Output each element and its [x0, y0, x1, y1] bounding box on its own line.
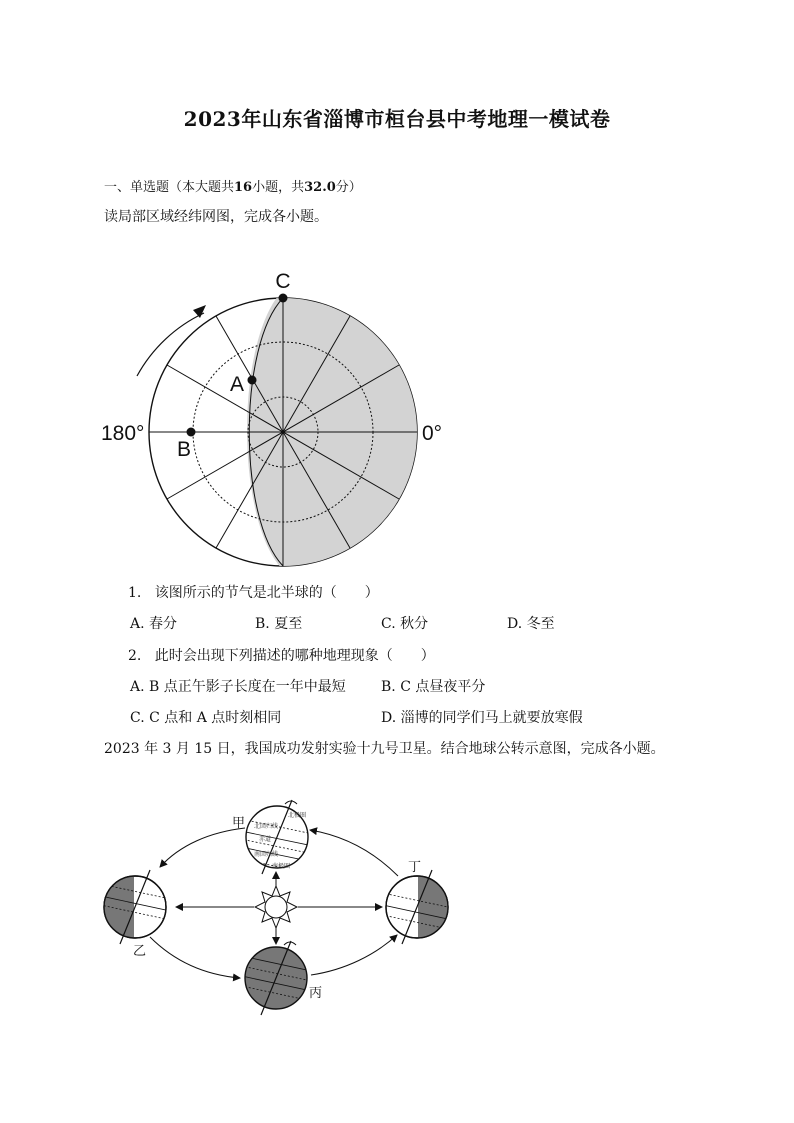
- question-number: 2.: [128, 648, 142, 664]
- earth-jia: [236, 800, 318, 875]
- earth-yi: [96, 870, 175, 945]
- label-bing: 丙: [309, 986, 323, 1001]
- label-0: 0°: [422, 422, 443, 445]
- point-a: [248, 376, 257, 385]
- question-2: [128, 645, 435, 665]
- lat-label-tropic-cancer: 北回归线: [254, 823, 279, 830]
- question-stem: 该图所示的节气是北半球的（ ）: [154, 585, 379, 601]
- sun-icon: [255, 886, 297, 928]
- point-b: [187, 428, 196, 437]
- intro-text-1: 读局部区域经纬网图，完成各小题。: [104, 209, 328, 225]
- lat-label-equator: 赤道: [259, 836, 272, 843]
- page-title: 2023年山东省淄博市桓台县中考地理一模试卷: [183, 107, 611, 131]
- q2-option-d[interactable]: D. 淄博的同学们马上就要放寒假: [381, 710, 583, 726]
- section-heading: [104, 176, 362, 195]
- label-c: C: [275, 270, 291, 293]
- section-mid: 小题，共: [252, 180, 305, 195]
- question-stem: 此时会出现下列描述的哪种地理现象（ ）: [154, 648, 435, 664]
- polar-view-figure: [95, 260, 455, 580]
- point-c: [279, 294, 288, 303]
- label-ding: 丁: [408, 860, 422, 875]
- lat-label-tropic-capricorn: 南回归线: [254, 851, 279, 858]
- label-a: A: [229, 373, 245, 396]
- q1-option-b[interactable]: B. 夏至: [255, 616, 303, 632]
- label-b: B: [176, 438, 192, 461]
- q1-option-c[interactable]: C. 秋分: [381, 616, 429, 632]
- section-prefix: 一、单选题（本大题共: [104, 180, 235, 195]
- q2-option-a[interactable]: A. B 点正午影子长度在一年中最短: [130, 679, 346, 695]
- label-jia: 甲: [232, 816, 246, 831]
- earth-revolution-figure: [95, 790, 465, 1020]
- q1-option-a[interactable]: A. 春分: [130, 616, 178, 632]
- q1-option-d[interactable]: D. 冬至: [507, 616, 555, 632]
- label-180: 180°: [101, 422, 145, 445]
- question-1: [128, 582, 379, 602]
- section-suffix: 分）: [335, 180, 362, 195]
- total-score: 32.0: [304, 180, 336, 195]
- q2-option-c[interactable]: C. C 点和 A 点时刻相同: [130, 710, 282, 726]
- lat-label-arctic: 北极圈: [288, 812, 307, 819]
- label-yi: 乙: [133, 944, 147, 959]
- earth-ding: [378, 870, 457, 945]
- question-number: 1.: [128, 585, 142, 601]
- rotation-arrow-icon: [193, 305, 206, 318]
- earth-bing: [237, 941, 316, 1015]
- question-count: 16: [234, 180, 253, 195]
- q2-option-b[interactable]: B. C 点昼夜平分: [381, 679, 486, 695]
- intro-text-2: 2023 年 3 月 15 日，我国成功发射实验十九号卫星。结合地球公转示意图，完成各小题。: [104, 741, 665, 757]
- lat-label-antarctic: 南极圈: [272, 863, 291, 870]
